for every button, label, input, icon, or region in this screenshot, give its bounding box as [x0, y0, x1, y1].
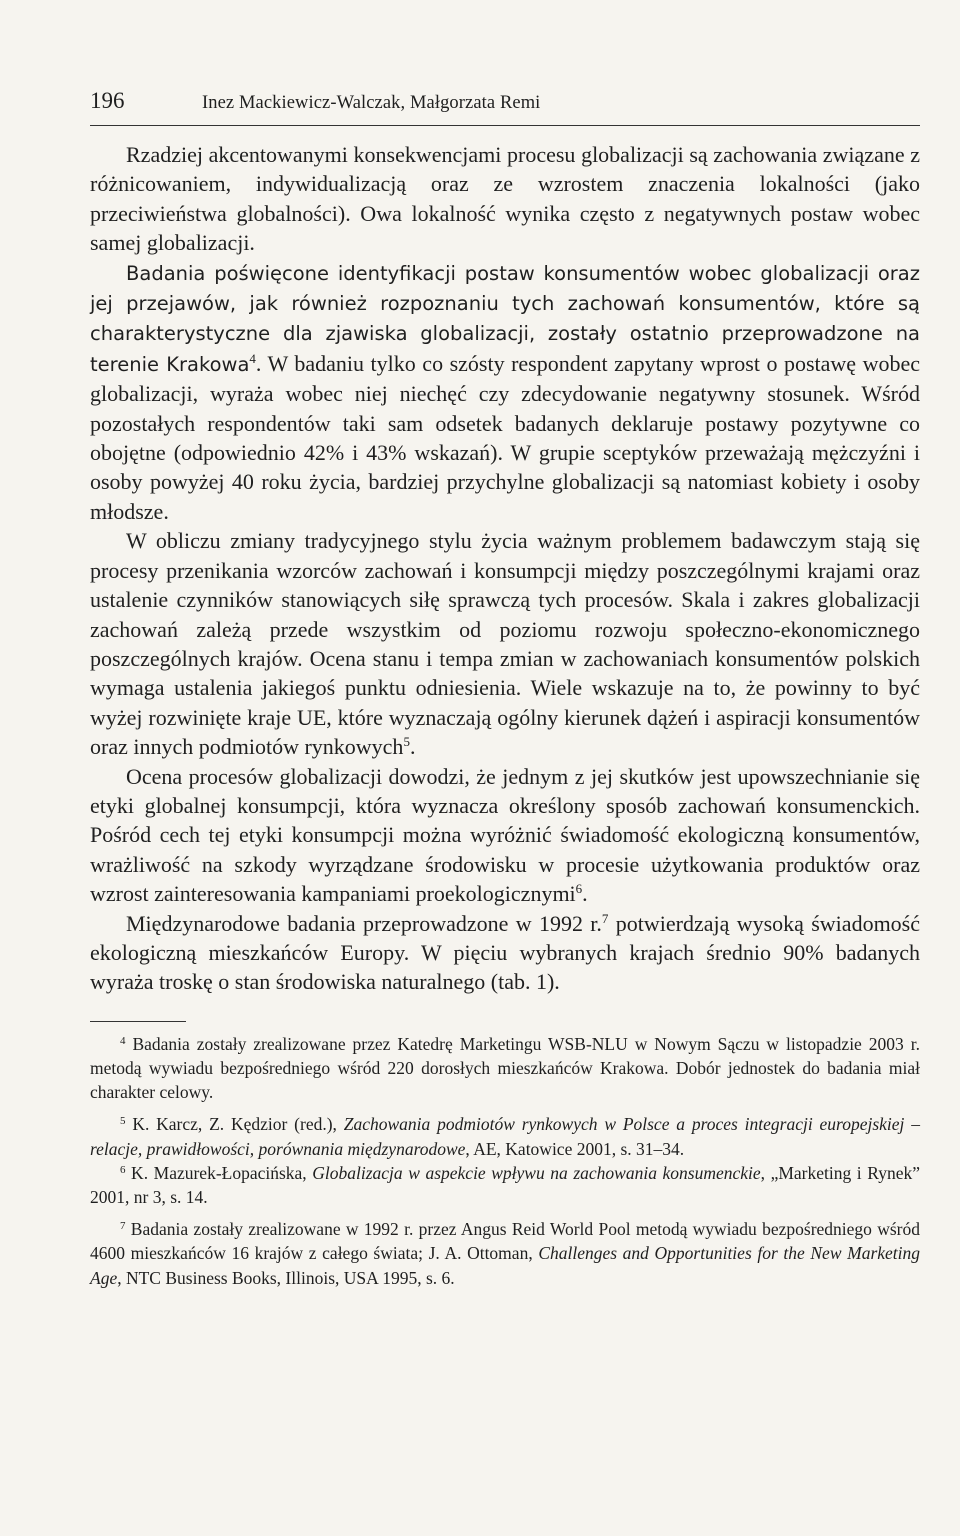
paragraph-1: Rzadziej akcentowanymi konsekwencjami procesu globalizacji są zachowania związane z różnicowaniem, indywidualizacją oraz ze wzrostem znaczenia lokalności (jako przeciwieństwa globalności). Owa lokalność wynika często z negatywnych postaw wobec samej globalizacji.: [90, 142, 920, 256]
footnote-ref-4: 4: [249, 350, 256, 366]
paragraph-5-text-b: potwierdzają wysoką świadomość ekologiczną mieszkańców Europy. W pięciu wybranych krajach średnio 90% badanych wyraża troskę o stan środowiska naturalnego (tab. 1).: [90, 910, 921, 995]
paragraph-5: [90, 909, 920, 997]
paragraph-3-text-a: W obliczu zmiany tradycyjnego stylu życia ważnym problemem badawczym stają się procesy przenikania wzorców zachowań i konsumpcji między poszczególnymi krajami oraz ustalenie czynników stanowiących siłę sprawczą tych procesów. Skala i zakres globalizacji zachowań zależą przede wszystkim od poziomu rozwoju społeczno-ekonomicznego poszczególnych krajów. Ocena stanu i tempa zmian w zachowaniach konsumentów polskich wymaga ustalenia jakiegoś punktu odniesienia. Wiele wskazuje na to, że powinny to być wyżej rozwinięte kraje UE, które wyznaczają ogólny kierunek dążeń i aspiracji konsumentów oraz innych podmiotów rynkowych: [90, 528, 920, 760]
footnote-5-title: Zachowania podmiotów rynkowych w Polsce a proces integracji europejskiej – relacje, prawidłowości, porównania międzynarodowe: [90, 1114, 920, 1159]
footnote-7-title: Challenges and Opportunities for the New Marketing Age: [90, 1243, 921, 1288]
footnote-4-mark: 4: [120, 1034, 126, 1047]
running-head-authors: Inez Mackiewicz-Walczak, Małgorzata Remi: [202, 93, 541, 113]
body-text: [90, 140, 920, 997]
footnote-ref-5: 5: [403, 734, 410, 750]
footnote-5: [90, 1112, 920, 1160]
footnote-7: [90, 1217, 920, 1290]
paragraph-2-text-b: . W badaniu tylko co szósty respondent zapytany wprost o postawę wobec globalizacji, wyraża wobec niej niechęć czy zdecydowanie negatywny stosunek. Wśród pozostałych respondentów taki sam odsetek badanych deklaruje postawy pozytywne co obojętne (odpowiednio 42% i 43% wskazań). W grupie sceptyków przeważają mężczyźni i osoby powyżej 40 roku życia, bardziej przychylne globalizacji są natomiast kobiety i osoby młodsze.: [90, 350, 920, 524]
paragraph-2-text-a: Badania poświęcone identyfikacji postaw konsumentów wobec globalizacji oraz jej przejawów, jak również rozpoznaniu tych zachowań konsumentów, które są charakterystyczne dla zjawiska globalizacji, zostały ostatnio przeprowadzone na terenie Krakowa: [90, 261, 920, 376]
paragraph-3: [90, 526, 920, 761]
running-header: [90, 88, 920, 126]
paragraph-4-text-a: Ocena procesów globalizacji dowodzi, że jednym z jej skutków jest upowszechnianie się etyki globalnej konsumpcji, która wyznacza określony sposób zachowań konsumenckich. Pośród cech tej etyki konsumpcji można wyróżnić świadomość ekologiczną konsumentów, wrażliwość na szkody wyrządzane środowisku w procesie użytkowania produktów oraz wzrost zainteresowania kampaniami proekologicznymi: [90, 763, 920, 907]
footnote-6: [90, 1161, 920, 1209]
footnote-6-text-a: K. Mazurek-Łopacińska,: [125, 1162, 313, 1183]
footnotes: [90, 1032, 920, 1290]
footnote-4-text: Badania zostały zrealizowane przez Katedrę Marketingu WSB-NLU w Nowym Sączu w listopadzie 2003 r. metodą wywiadu bezpośredniego wśród 220 dorosłych mieszkańców Krakowa. Dobór jednostek do badania miał charakter celowy.: [90, 1033, 920, 1103]
footnote-7-text-b: , NTC Business Books, Illinois, USA 1995, s. 6.: [117, 1267, 455, 1288]
footnote-ref-6: 6: [575, 881, 583, 897]
footnote-5-text-a: K. Karcz, Z. Kędzior (red.),: [125, 1114, 344, 1135]
paragraph-5-text-a: Międzynarodowe badania przeprowadzone w 1992 r.: [126, 910, 602, 936]
paragraph-4-text-b: .: [582, 881, 588, 907]
footnote-6-text-b: , „Marketing i Rynek” 2001, nr 3, s. 14.: [90, 1162, 920, 1207]
footnote-5-text-b: , AE, Katowice 2001, s. 31–34.: [465, 1138, 685, 1159]
footnote-separator: [90, 1021, 186, 1022]
footnote-6-title: Globalizacja w aspekcie wpływu na zachowania konsumenckie: [312, 1162, 761, 1183]
paragraph-4: [90, 762, 920, 909]
footnote-5-mark: 5: [120, 1115, 126, 1128]
footnote-ref-7: 7: [601, 910, 609, 926]
footnote-6-mark: 6: [120, 1163, 126, 1176]
page-number: 196: [90, 88, 125, 113]
paragraph-3-text-b: .: [409, 734, 416, 760]
footnote-4: [90, 1032, 920, 1105]
footnote-7-mark: 7: [120, 1220, 126, 1233]
paragraph-2: [90, 258, 920, 527]
footnote-7-text-a: Badania zostały zrealizowane w 1992 r. przez Angus Reid World Pool metodą wywiadu bezpośredniego wśród 4600 mieszkańców 16 krajów z całego świata; J. A. Ottoman,: [90, 1219, 920, 1264]
